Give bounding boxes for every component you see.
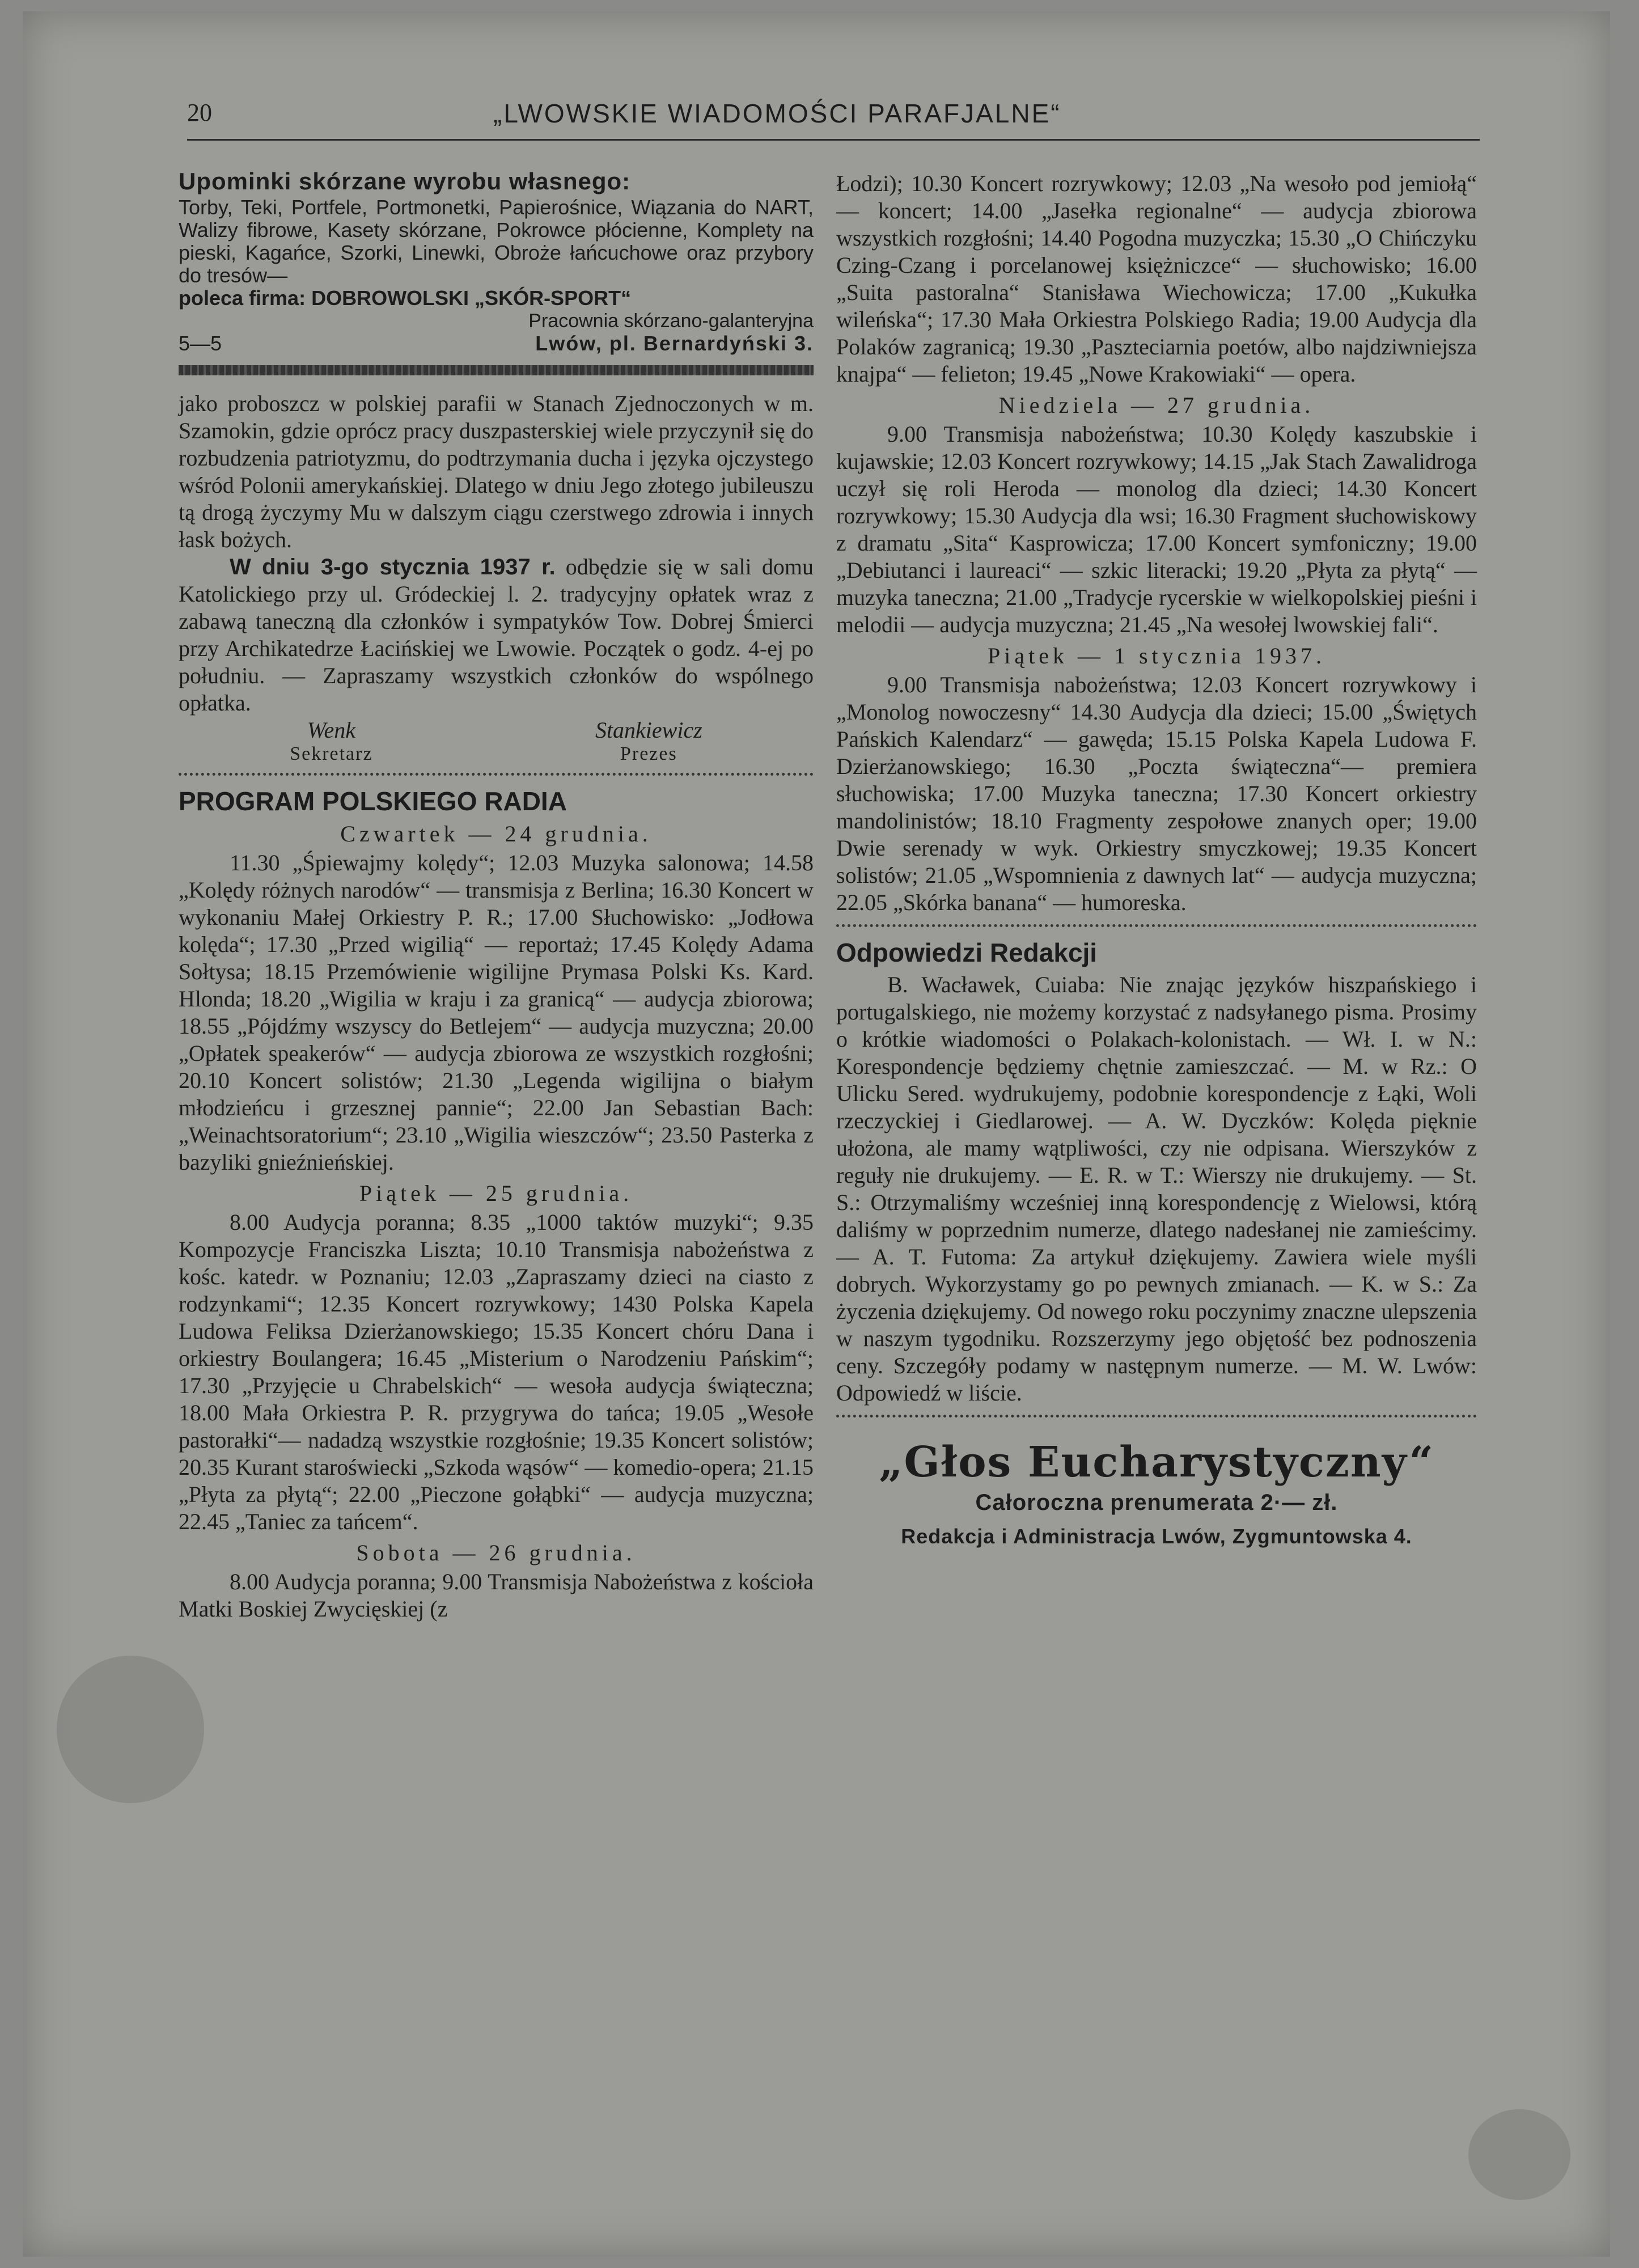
day-program: 9.00 Transmisja nabożeństwa; 10.30 Kolędy kaszubskie i kujawskie; 12.03 Koncert rozrywkowy; 14.15 „Jak Stach Zawalidroga uczył się roli Heroda — monolog dla dzieci; 14.30 Koncert rozrywkowy; 15.30 Audycja dla wsi; 16.30 Fragment słuchowiskowy z dramatu „Sita“ Kasprowicza; 17.00 Koncert symfoniczny; 19.00 „Debiutanci i laureaci“ — szkic literacki; 19.20 „Płyta za płytą“ — muzyka taneczna; 21.00 „Tradycje rycerskie w wielkopolskiej pieśni i melodii — audycja muzyczna; 21.45 „Na wesołej lwowskiej fali“.	[836, 421, 1477, 637]
signature-secretary	[290, 717, 372, 765]
day-heading: Piątek — 1 stycznia 1937.	[987, 643, 1326, 668]
leather-goods-ad	[179, 170, 814, 359]
signatures	[179, 717, 814, 765]
signature-president	[595, 717, 702, 765]
page-number: 20	[187, 99, 212, 126]
radio-program-title: PROGRAM POLSKIEGO RADIA	[179, 786, 567, 816]
subscription-price: Całoroczna prenumerata 2·— zł.	[975, 1490, 1338, 1515]
dotted-rule	[836, 924, 1477, 932]
ad-title: Upominki skórzane wyrobu własnego:	[179, 168, 631, 194]
ad-firm: poleca firma: DOBROWOLSKI „SKÓR-SPORT“	[179, 286, 632, 310]
running-title: „LWOWSKIE WIADOMOŚCI PARAFJALNE“	[493, 99, 1061, 128]
signature-name: Wenk	[307, 717, 355, 743]
dotted-rule	[179, 773, 814, 780]
article-paragraph	[179, 553, 814, 717]
ad-footer	[179, 332, 814, 355]
editorial-answers-title: Odpowiedzi Redakcji	[836, 938, 1098, 967]
article-paragraph: jako proboszcz w polskiej parafii w Stanach Zjednoczonych w m. Szamokin, gdzie oprócz pracy duszpasterskiej wiele przyczynił się do rozbudzenia patriotyzmu, do podtrzymania ducha i języka ojczystego wśród Polonii amerykańskiej. Dlatego w dniu Jego złotego jubileuszu tą drogą życzymy Mu w dalszym ciągu czerstwego zdrowia i innych łask bożych.	[179, 391, 814, 552]
day-program: 8.00 Audycja poranna; 8.35 „1000 taktów muzyki“; 9.35 Kompozycje Franciszka Liszta; 10.10 Transmisja nabożeństwa z kośc. katedr. w Poznaniu; 12.03 „Zapraszamy dzieci na ciasto z rodzynkami“; 12.35 Koncert rozrywkowy; 1430 Polska Kapela Ludowa Feliksa Dzierżanowskiego; 15.35 Koncert chóru Dana i orkiestry Boulangera; 16.45 „Misterium o Narodzeniu Pańskim“; 17.30 „Przyjęcie u Chrabelskich“ — wesoła audycja świąteczna; 18.00 Mała Orkiestra P. R. przygrywa do tańca; 19.05 „Wesołe pastorałki“— nadadzą wszystkie rozgłośnie; 19.35 Koncert solistów; 20.35 Kurant staroświecki „Szkoda wąsów“ — komedio-opera; 21.15 „Płyta za płytą“; 22.00 „Pieczone gołąbki“ — audycja muzyczna; 22.45 „Taniec za tańcem“.	[179, 1209, 814, 1534]
glos-eucharystyczny-title: „Głos Eucharystyczny“	[878, 1438, 1434, 1487]
ad-body: Torby, Teki, Portfele, Portmonetki, Papierośnice, Wiązania do NART, Walizy fibrowe, Kasety skórzane, Pokrowce płócienne, Komplety na pieski, Kagańce, Szorki, Linewki, Obroże łańcuchowe oraz przybory do tresów—	[179, 196, 814, 287]
ad-code: 5—5	[179, 332, 222, 355]
signature-name: Stankiewicz	[595, 717, 702, 743]
day-heading: Czwartek — 24 grudnia.	[340, 821, 652, 847]
day-heading: Sobota — 26 grudnia.	[356, 1540, 636, 1565]
day-heading: Niedziela — 27 grudnia.	[998, 392, 1315, 418]
announcement-text: odbędzie się w sali domu Katolickiego przy ul. Gródeckiej l. 2. tradycyjny opłatek wraz z zabawą taneczną dla członków i sympatyków Tow. Dobrej Śmierci przy Archikatedrze Łacińskiej we Lwowie. Początek o godz. 4-ej po południu. — Zapraszamy wszystkich członków do wspólnego opłatka.	[179, 554, 814, 716]
day-heading: Piątek — 25 grudnia.	[359, 1180, 633, 1206]
editorial-address: Redakcja i Administracja Lwów, Zygmuntowska 4.	[901, 1525, 1412, 1548]
announcement-date: W dniu 3-go stycznia 1937 r.	[230, 555, 556, 579]
left-column	[179, 170, 814, 1623]
editorial-answers: B. Wacławek, Cuiaba: Nie znając języków hiszpańskiego i portugalskiego, nie możemy korzystać z nadsyłanego pisma. Prosimy o krótkie wiadomości o Polakach-kolonistach. — Wł. I. w N.: Korespondencje będziemy chętnie zamieszczać. — M. w Rz.: O Ulicku Sered. wydrukujemy, podobnie korespondencje z Łąki, Woli rzeczyckiej i Giedlarowej. — A. W. Dyczków: Kolęda pięknie ułożona, ale mamy wątpliwości, czy nie odpisana. Wierszyków z reguły nie drukujemy. — E. R. w T.: Wierszy nie drukujemy. — St. S.: Otrzymaliśmy wcześniej inną korespondencję z Wielowsi, którą daliśmy w poprzednim numerze, dlatego nadesłanej nie zamieścimy. — A. T. Futoma: Za artykuł dziękujemy. Zawiera wiele myśli dobrych. Wykorzystamy go po pewnych zmianach. — K. w S.: Za życzenia dziękujemy. Od nowego roku poczynimy znaczne ulepszenia w naszym tygodniku. Rozszerzymy jego objętość bez podnoszenia ceny. Szczegóły podamy w następnym numerze. — M. W. Lwów: Odpowiedź w liście.	[836, 972, 1477, 1406]
day-program-continued: Łodzi); 10.30 Koncert rozrywkowy; 12.03 „Na wesoło pod jemiołą“ — koncert; 14.00 „Jasełka regionalne“ — audycja zbiorowa wszystkich rozgłośni; 14.40 Pogodna muzyczka; 15.30 „O Chińczyku Czing-Czang i porcelanowej księżniczce“ — słuchowisko; 16.00 „Suita pastoralna“ Stanisława Wiechowicza; 17.00 „Kukułka wileńska“; 17.30 Mała Orkiestra Polskiego Radia; 19.00 Audycja dla Polaków zagranicą; 19.30 „Paszteciarnia poetów, albo najdziwniejsza knajpa“ — felieton; 19.45 „Nowe Krakowiaki“ — opera.	[836, 171, 1477, 387]
signature-role: Sekretarz	[290, 743, 373, 764]
ad-workshop: Pracownia skórzano-galanteryjna	[528, 310, 814, 332]
signature-role: Prezes	[620, 743, 677, 764]
right-column	[836, 170, 1477, 1548]
paper-stain	[1468, 2109, 1570, 2200]
day-program: 11.30 „Śpiewajmy kolędy“; 12.03 Muzyka salonowa; 14.58 „Kolędy różnych narodów“ — transmisja z Berlina; 16.30 Koncert w wykonaniu Małej Orkiestry P. R.; 17.00 Słuchowisko: „Jodłowa kolęda“; 17.30 „Przed wigilią“ — reportaż; 17.45 Kolędy Adama Sołtysa; 18.15 Przemówienie wigilijne Prymasa Polski Ks. Kard. Hlonda; 18.20 „Wigilia w kraju i za granicą“ — audycja zbiorowa; 18.55 „Pójdźmy wszyscy do Betlejem“ — audycja muzyczna; 20.00 „Opłatek speakerów“ — audycja zbiorowa ze wszystkich rozgłośni; 20.10 Koncert solistów; 21.30 „Legenda wigilijna o białym młodzieńcu i grzesznej pannie“; 22.00 Jan Sebastian Bach: „Weinachtsoratorium“; 23.10 „Wigilia wieszczów“; 23.50 Pasterka z bazyliki gnieźnieńskiej.	[179, 850, 814, 1175]
paper-stain	[57, 1656, 204, 1803]
dotted-rule	[836, 1415, 1477, 1422]
separator-rule	[179, 365, 814, 375]
day-program: 8.00 Audycja poranna; 9.00 Transmisja Nabożeństwa z kościoła Matki Boskiej Zwycięskiej (z	[179, 1569, 814, 1622]
page-header	[187, 94, 1480, 141]
day-program: 9.00 Transmisja nabożeństwa; 12.03 Koncert rozrywkowy i „Monolog nowoczesny“ 14.30 Audycja dla dzieci; 15.00 „Świętych Pańskich Kalendarz“ — gawęda; 15.15 Polska Kapela Ludowa F. Dzierżanowskiego; 16.30 „Poczta świąteczna“— premiera słuchowiska; 17.00 Muzyka taneczna; 17.30 Koncert orkiestry mandolinistów; 18.10 Fragmenty zespołowe znanych oper; 19.00 Dwie serenady w wyk. Orkiestry smyczkowej; 19.35 Koncert solistów; 21.05 „Wspomnienia z dawnych lat“ — audycja muzyczna; 22.05 „Skórka banana“ — humoreska.	[836, 672, 1477, 915]
ad-address: Lwów, pl. Bernardyński 3.	[535, 332, 814, 355]
